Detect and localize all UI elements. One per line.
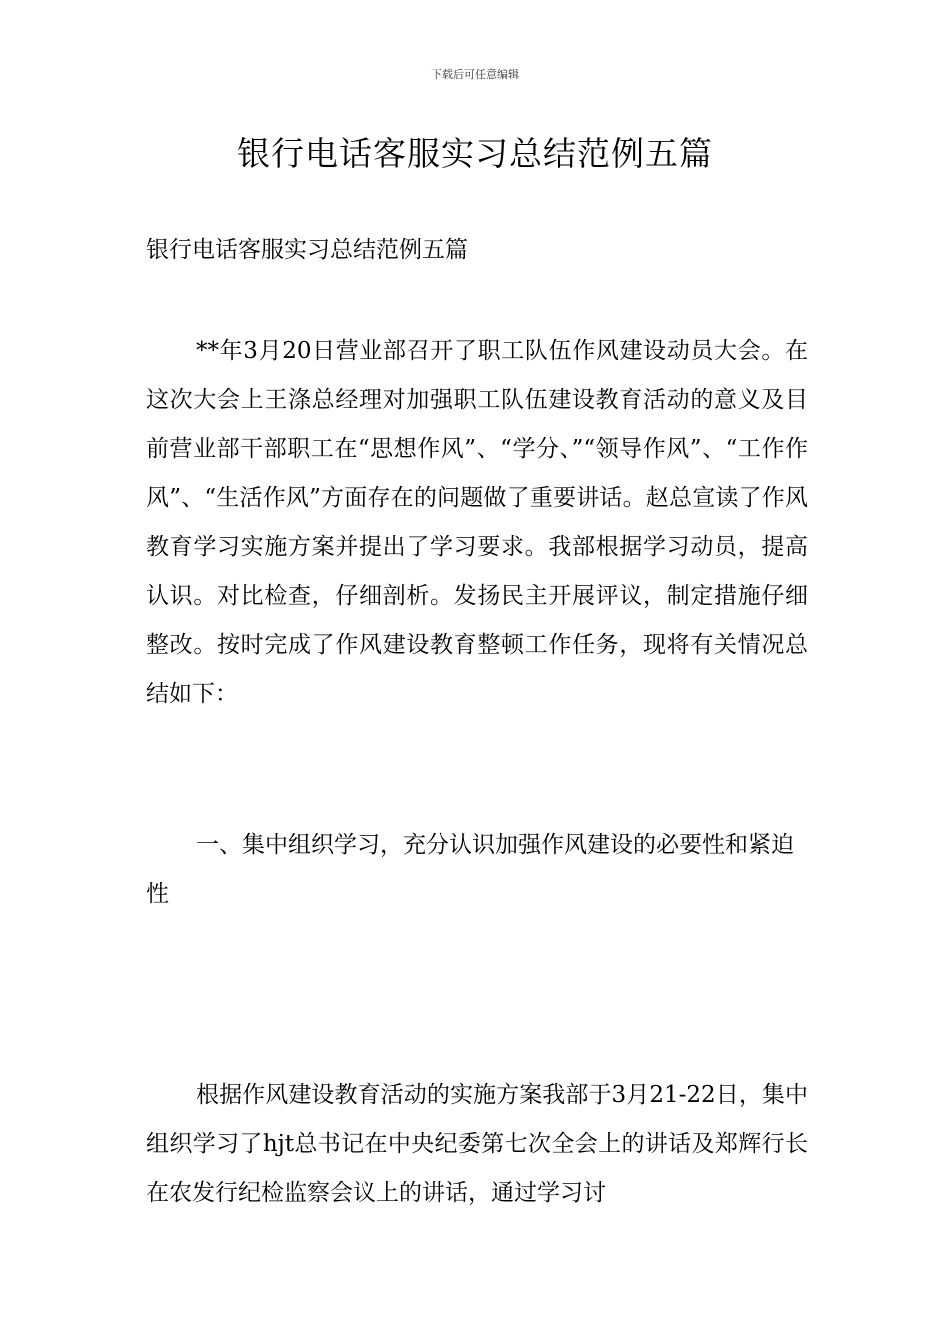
document-title: 银行电话客服实习总结范例五篇 [237,134,713,173]
section-1-heading-text: 一、集中组织学习，充分认识加强作风建设的必要性和紧迫性 [146,832,794,907]
paragraph-2-text: 根据作风建设教育活动的实施方案我部于3月21-22日，集中组织学习了hjt总书记在中央纪委第七次全会上的讲话及郑辉行长在农发行纪检监察会议上的讲话，通过学习讨 [146,1082,808,1206]
subtitle-text: 银行电话客服实习总结范例五篇 [146,237,468,263]
document-subtitle [146,226,808,275]
paragraph-1 [146,327,808,719]
header-note: 下载后可任意编辑 [431,68,519,81]
paragraph-1-text: **年3月20日营业部召开了职工队伍作风建设动员大会。在这次大会上王涤总经理对加强职工队伍建设教育活动的意义及目前营业部干部职工在“思想作风”、“学分、”“领导作风”、“工作作风”、“生活作风”方面存在的问题做了重要讲话。赵总宣读了作风教育学习实施方案并提出了学习要求。我部根据学习动员，提高认识。对比检查，仔细剖析。发扬民主开展评议，制定措施仔细整改。按时完成了作风建设教育整顿工作任务，现将有关情况总结如下： [146,338,808,707]
section-1-heading [146,821,808,919]
paragraph-2 [146,1071,808,1218]
